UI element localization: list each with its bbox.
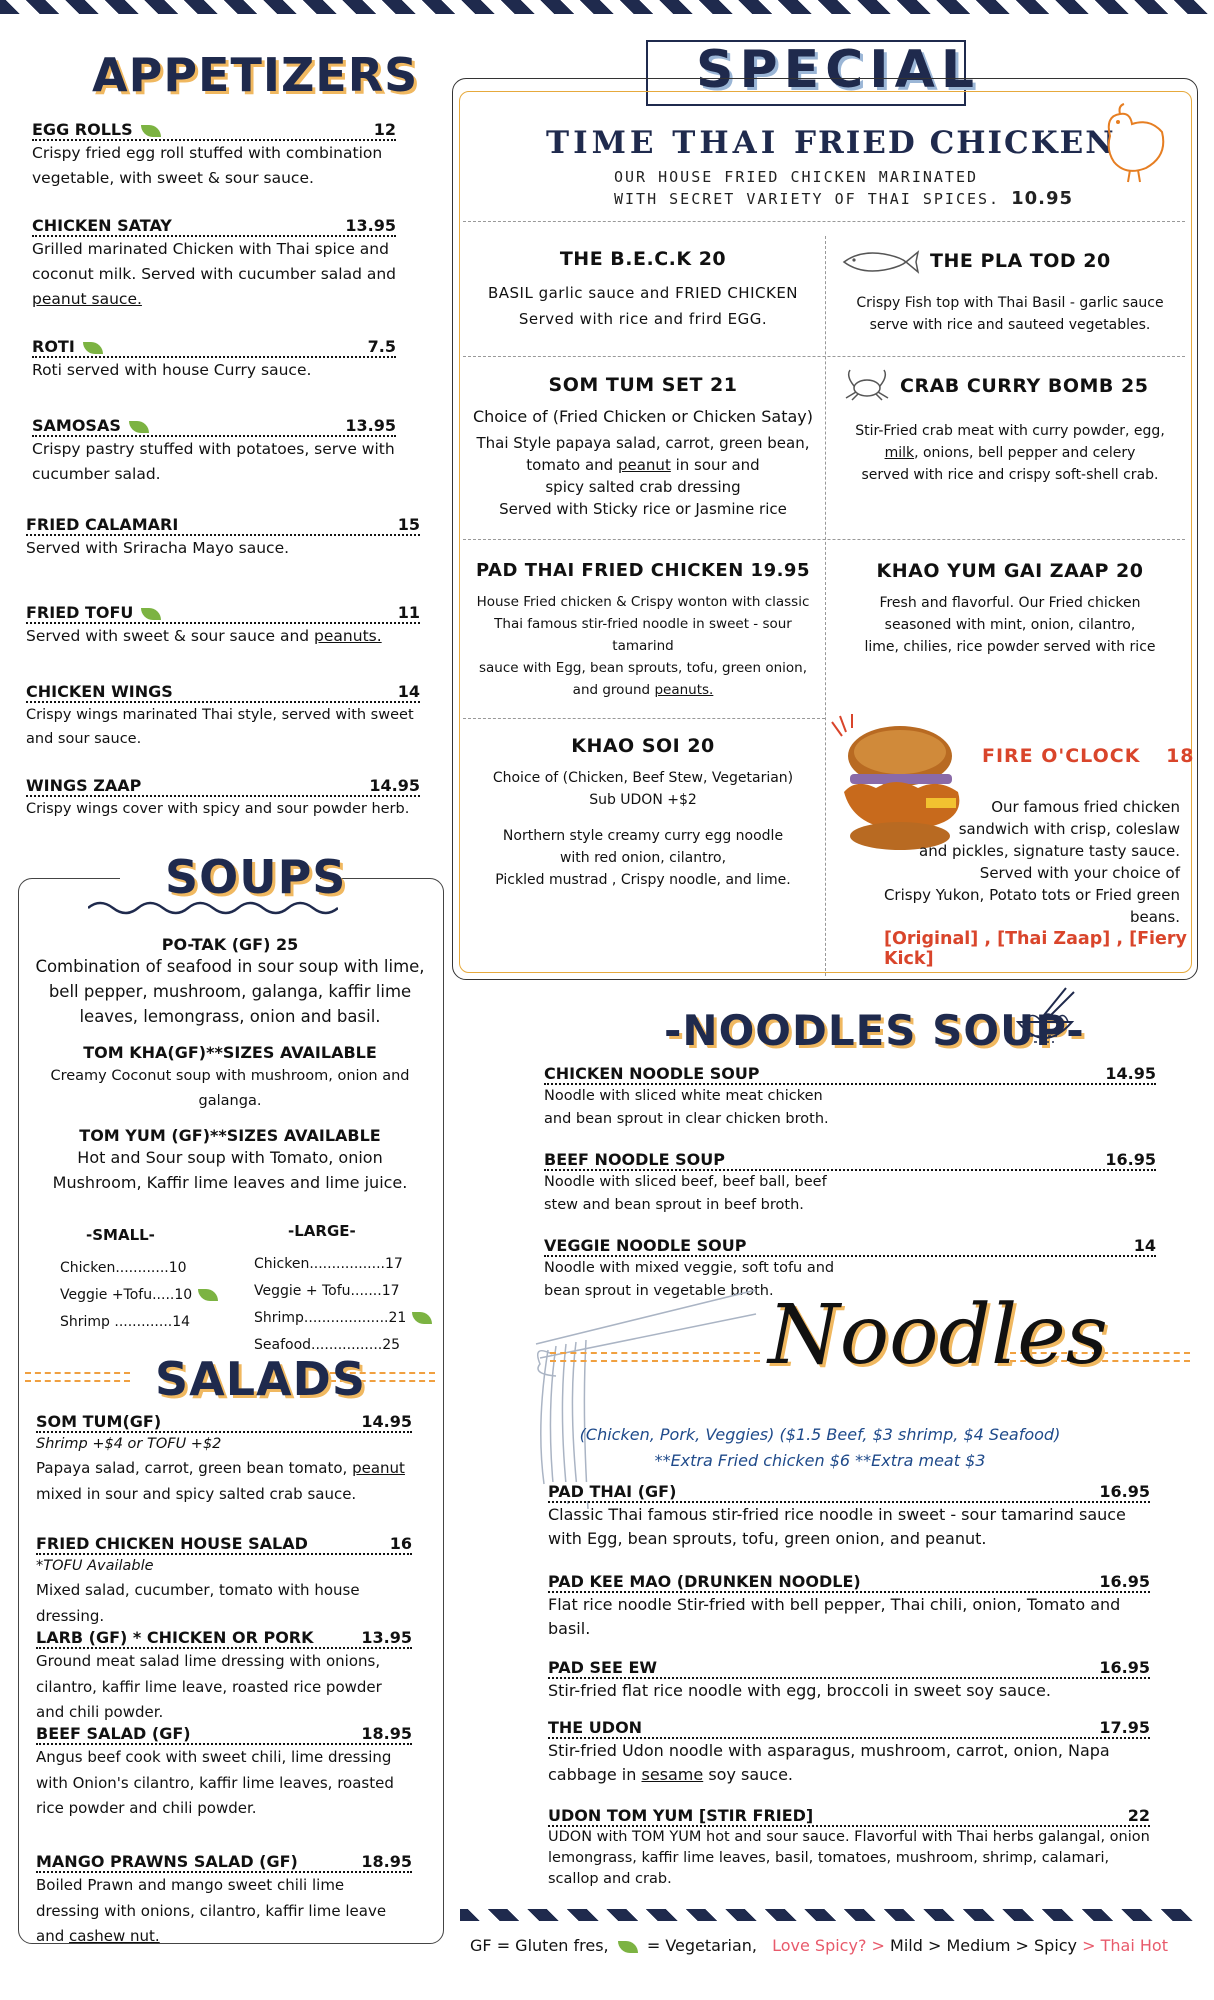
item-desc: UDON with TOM YUM hot and sour sauce. Flavorful with Thai herbs galangal, onion lemongrass, kaffir lime leaves, basil, tomatoes, mushroom, shrimp, calamari, scallop and crab. (548, 1829, 1150, 1887)
item-price: 13.95 (361, 1628, 412, 1647)
small-price-row: Veggie +Tofu.....10 (60, 1282, 218, 1309)
item-name: FRIED CALAMARI (26, 515, 179, 534)
item-name: EGG ROLLS (32, 120, 133, 139)
item-name: UDON TOM YUM [STIR FRIED] (548, 1806, 814, 1825)
item-name: CHICKEN WINGS (26, 682, 173, 701)
appetizer-item (26, 682, 420, 751)
item-price: 16.95 (1099, 1658, 1150, 1677)
item-name-row (548, 1718, 1150, 1739)
item-desc: Stir-fried Udon noodle with asparagus, mushroom, carrot, onion, Napa cabbage in sesame soy sauce. (548, 1741, 1110, 1784)
item-price: 15 (397, 515, 420, 534)
special-fire-oclock: FIRE O'CLOCK 18 (982, 745, 1195, 767)
item-name-row (32, 337, 396, 358)
item-price: 16.95 (1099, 1482, 1150, 1501)
po-tak-desc: Combination of seafood in sour soup with lime, bell pepper, mushroom, galanga, kaffir lime leaves, lemongrass, onion and basil. (35, 957, 425, 1026)
special-title: SPECIAL (696, 40, 980, 100)
vegetarian-leaf-icon (83, 342, 103, 354)
top-border-stripe (0, 0, 1214, 14)
appetizers-title: APPETIZERS (92, 48, 419, 102)
special-pla-tod: THE PLA TOD 20 (930, 250, 1111, 272)
noodle-item (548, 1482, 1150, 1550)
item-name: BEEF NOODLE SOUP (544, 1150, 725, 1169)
item-name: VEGGIE NOODLE SOUP (544, 1236, 747, 1255)
fire-oclock-options: [Original] , [Thai Zaap] , [Fiery Kick] (884, 929, 1187, 969)
item-name-row (32, 216, 396, 237)
noodles-soup-title: -NOODLES SOUP- (664, 1006, 1085, 1055)
item-name: PAD SEE EW (548, 1658, 658, 1677)
bottom-border-stripe (460, 1909, 1200, 1921)
special-som-tum-set: SOM TUM SET 21 Choice of (Fried Chicken or Chicken Satay) Thai Style papaya salad, carrot, green bean, tomato and peanut in sour and spicy salted crab dressing Served with Sticky rice or Jasmine rice (472, 374, 813, 518)
special-headline: TIME THAI FRIED CHICKEN (546, 125, 1116, 161)
item-price: 14.95 (1105, 1064, 1156, 1083)
item-price: 14.95 (361, 1412, 412, 1431)
tom-kha-name: TOM KHA(GF)**SIZES AVAILABLE (83, 1043, 377, 1062)
special-khao-yum-gai-zaap: KHAO YUM GAI ZAAP 20 Fresh and flavorful. Our Fried chicken seasoned with mint, onion, cilantro, lime, chilies, rice powder served with rice (864, 560, 1156, 655)
item-price: 18.95 (361, 1724, 412, 1743)
item-name-row (26, 776, 420, 797)
item-desc: Crispy pastry stuffed with potatoes, serve with cucumber salad. (32, 440, 395, 483)
item-desc: Ground meat salad lime dressing with onions, cilantro, kaffir lime leave, roasted rice powder and chili powder. (36, 1652, 382, 1721)
item-name: SOM TUM(GF) (36, 1412, 162, 1431)
item-desc: Crispy fried egg roll stuffed with combination vegetable, with sweet & sour sauce. (32, 144, 383, 187)
item-desc: Noodle with sliced beef, beef ball, beef stew and bean sprout in beef broth. (544, 1174, 827, 1213)
item-name-row (544, 1236, 1156, 1257)
item-price: 16.95 (1099, 1572, 1150, 1591)
appetizer-item (32, 216, 396, 312)
appetizer-item (26, 603, 420, 649)
small-label: -SMALL- (86, 1226, 155, 1244)
small-price-row: Chicken............10 (60, 1260, 187, 1276)
item-price: 14 (397, 682, 420, 701)
salad-item (36, 1628, 412, 1726)
item-desc: Stir-fried flat rice noodle with egg, broccoli in sweet soy sauce. (548, 1681, 1051, 1700)
vegetarian-leaf-icon (141, 608, 161, 620)
item-name-row (544, 1064, 1156, 1085)
item-name: BEEF SALAD (GF) (36, 1724, 191, 1743)
item-name-row (548, 1572, 1150, 1593)
large-price-row: Chicken.................17 (254, 1256, 403, 1272)
item-name: CHICKEN SATAY (32, 216, 172, 235)
salad-item (36, 1852, 412, 1950)
soups-title: SOUPS (165, 850, 347, 904)
item-price: 16 (389, 1534, 412, 1553)
fire-oclock-desc: Our famous fried chicken sandwich with crisp, coleslaw and pickles, signature tasty sauce. Served with your choice of Crispy Yukon, Potato tots or Fried green beans. (883, 798, 1180, 926)
item-note: *TOFU Available (36, 1558, 154, 1574)
item-desc: Flat rice noodle Stir-fried with bell pepper, Thai chili, onion, Tomato and basil. (548, 1595, 1121, 1638)
item-desc: Served with Sriracha Mayo sauce. (26, 539, 290, 557)
noodle-item (548, 1806, 1150, 1890)
crab-icon (842, 366, 892, 402)
item-name: THE UDON (548, 1718, 643, 1737)
special-subtitle: OUR HOUSE FRIED CHICKEN MARINATED WITH SECRET VARIETY OF THAI SPICES. 10.95 (614, 168, 1074, 209)
item-price: 14.95 (369, 776, 420, 795)
appetizer-item (26, 515, 420, 561)
item-name-row (26, 603, 420, 624)
special-pad-thai-fried-chicken: PAD THAI FRIED CHICKEN 19.95 House Fried chicken & Crispy wonton with classic Thai famous stir-fried noodle in sweet - sour tamarind sauce with Egg, bean sprouts, tofu, green onion, and ground peanuts. (476, 560, 810, 698)
large-price-row: Seafood................25 (254, 1337, 401, 1353)
item-desc: Crispy wings marinated Thai style, served with sweet and sour sauce. (26, 707, 414, 747)
item-note: Shrimp +$4 or TOFU +$2 (36, 1436, 222, 1452)
item-desc: Grilled marinated Chicken with Thai spice and coconut milk. Served with cucumber salad and peanut sauce. (32, 240, 397, 308)
item-desc: Papaya salad, carrot, green bean tomato, peanut mixed in sour and spicy salted crab sauce. (36, 1459, 405, 1503)
item-desc: Angus beef cook with sweet chili, lime dressing with Onion's cilantro, kaffir lime leaves, roasted rice powder and chili powder. (36, 1748, 394, 1817)
special-khao-soi: KHAO SOI 20 Choice of (Chicken, Beef Stew, Vegetarian) Sub UDON +$2 Northern style creamy curry egg noodle with red onion, cilantro, Pickled mustrad , Crispy noodle, and lime. (492, 735, 794, 888)
noodle-item (548, 1658, 1150, 1703)
item-name-row (548, 1482, 1150, 1503)
noodle-soup-item (544, 1064, 1156, 1131)
item-price: 13.95 (345, 216, 396, 235)
noodle-soup-item (544, 1150, 1156, 1217)
item-name: WINGS ZAAP (26, 776, 142, 795)
item-desc: Crispy wings cover with spicy and sour powder herb. (26, 801, 410, 817)
item-name: CHICKEN NOODLE SOUP (544, 1064, 760, 1083)
item-name-row (32, 120, 396, 141)
large-price-row: Veggie + Tofu.......17 (254, 1283, 400, 1299)
item-name: SAMOSAS (32, 416, 121, 435)
item-name-row (548, 1658, 1150, 1679)
tom-kha-desc: Creamy Coconut soup with mushroom, onion and galanga. (50, 1068, 410, 1109)
item-price: 22 (1127, 1806, 1150, 1825)
large-label: -LARGE- (288, 1222, 356, 1240)
item-desc: Boiled Prawn and mango sweet chili lime dressing with onions, cilantro, kaffir lime leave and cashew nut. (36, 1876, 387, 1945)
item-price: 16.95 (1105, 1150, 1156, 1169)
item-name-row (32, 416, 396, 437)
vegetarian-leaf-icon (141, 125, 161, 137)
item-price: 14 (1133, 1236, 1156, 1255)
item-price: 11 (397, 603, 420, 622)
chicken-icon (1080, 96, 1172, 188)
item-name: PAD THAI (GF) (548, 1482, 677, 1501)
small-price-row: Shrimp .............14 (60, 1314, 191, 1330)
item-name-row (36, 1852, 412, 1873)
special-crab-curry-bomb: CRAB CURRY BOMB 25 (900, 375, 1149, 397)
item-name-row (36, 1534, 412, 1555)
item-name-row (36, 1724, 412, 1745)
item-price: 12 (373, 120, 396, 139)
salad-item (36, 1724, 412, 1822)
vegetarian-leaf-icon (129, 421, 149, 433)
item-price: 7.5 (367, 337, 396, 356)
tom-yum-name: TOM YUM (GF)**SIZES AVAILABLE (79, 1126, 381, 1145)
noodle-item (548, 1572, 1150, 1640)
noodle-item (548, 1718, 1150, 1786)
tom-yum-desc: Hot and Sour soup with Tomato, onion Mushroom, Kaffir lime leaves and lime juice. (52, 1148, 408, 1192)
wave-divider-icon (88, 898, 338, 918)
salad-item (36, 1534, 412, 1629)
item-name: FRIED CHICKEN HOUSE SALAD (36, 1534, 308, 1553)
noodles-title: Noodles (768, 1288, 1108, 1383)
item-name-row (26, 515, 420, 536)
item-name-row (548, 1806, 1150, 1827)
item-desc: Noodle with sliced white meat chicken and bean sprout in clear chicken broth. (544, 1088, 829, 1127)
footer-legend: GF = Gluten fres, = Vegetarian, Love Spicy? > Mild > Medium > Spicy > Thai Hot (470, 1936, 1168, 1955)
po-tak-name: PO-TAK (GF) 25 (161, 935, 299, 954)
appetizer-item (32, 337, 396, 383)
noodles-options: (Chicken, Pork, Veggies) ($1.5 Beef, $3 shrimp, $4 Seafood) **Extra Fried chicken $6 **Extra meat $3 (579, 1425, 1061, 1470)
noodle-bowl-icon (1010, 984, 1080, 1056)
item-desc: Noodle with mixed veggie, soft tofu and bean sprout in vegetable broth. (544, 1260, 835, 1299)
item-name-row (36, 1628, 412, 1649)
appetizer-item (26, 776, 420, 821)
item-price: 17.95 (1099, 1718, 1150, 1737)
salads-title: SALADS (155, 1352, 366, 1406)
item-price: 18.95 (361, 1852, 412, 1871)
item-desc: Mixed salad, cucumber, tomato with house dressing. (36, 1581, 360, 1625)
special-beck: THE B.E.C.K 20 BASIL garlic sauce and FRIED CHICKEN Served with rice and frird EGG. (487, 248, 799, 328)
item-desc: Served with sweet & sour sauce and peanuts. (26, 627, 382, 645)
item-desc: Roti served with house Curry sauce. (32, 361, 312, 379)
salad-item (36, 1412, 412, 1507)
appetizer-item (32, 416, 396, 487)
item-name-row (26, 682, 420, 703)
item-name: ROTI (32, 337, 75, 356)
item-name-row (36, 1412, 412, 1433)
appetizer-item (32, 120, 396, 191)
large-prices (254, 1251, 432, 1359)
item-price: 13.95 (345, 416, 396, 435)
large-price-row: Shrimp...................21 (254, 1305, 432, 1332)
fish-icon (840, 248, 920, 276)
item-name: PAD KEE MAO (DRUNKEN NOODLE) (548, 1572, 861, 1591)
item-name: MANGO PRAWNS SALAD (GF) (36, 1852, 298, 1871)
vegetarian-leaf-icon (618, 1941, 638, 1953)
item-name-row (544, 1150, 1156, 1171)
item-name: LARB (GF) * CHICKEN OR PORK (36, 1628, 314, 1647)
small-prices (60, 1255, 218, 1336)
item-name: FRIED TOFU (26, 603, 134, 622)
item-desc: Classic Thai famous stir-fried rice noodle in sweet - sour tamarind sauce with Egg, bean sprouts, tofu, green onion, and peanut. (548, 1505, 1126, 1548)
